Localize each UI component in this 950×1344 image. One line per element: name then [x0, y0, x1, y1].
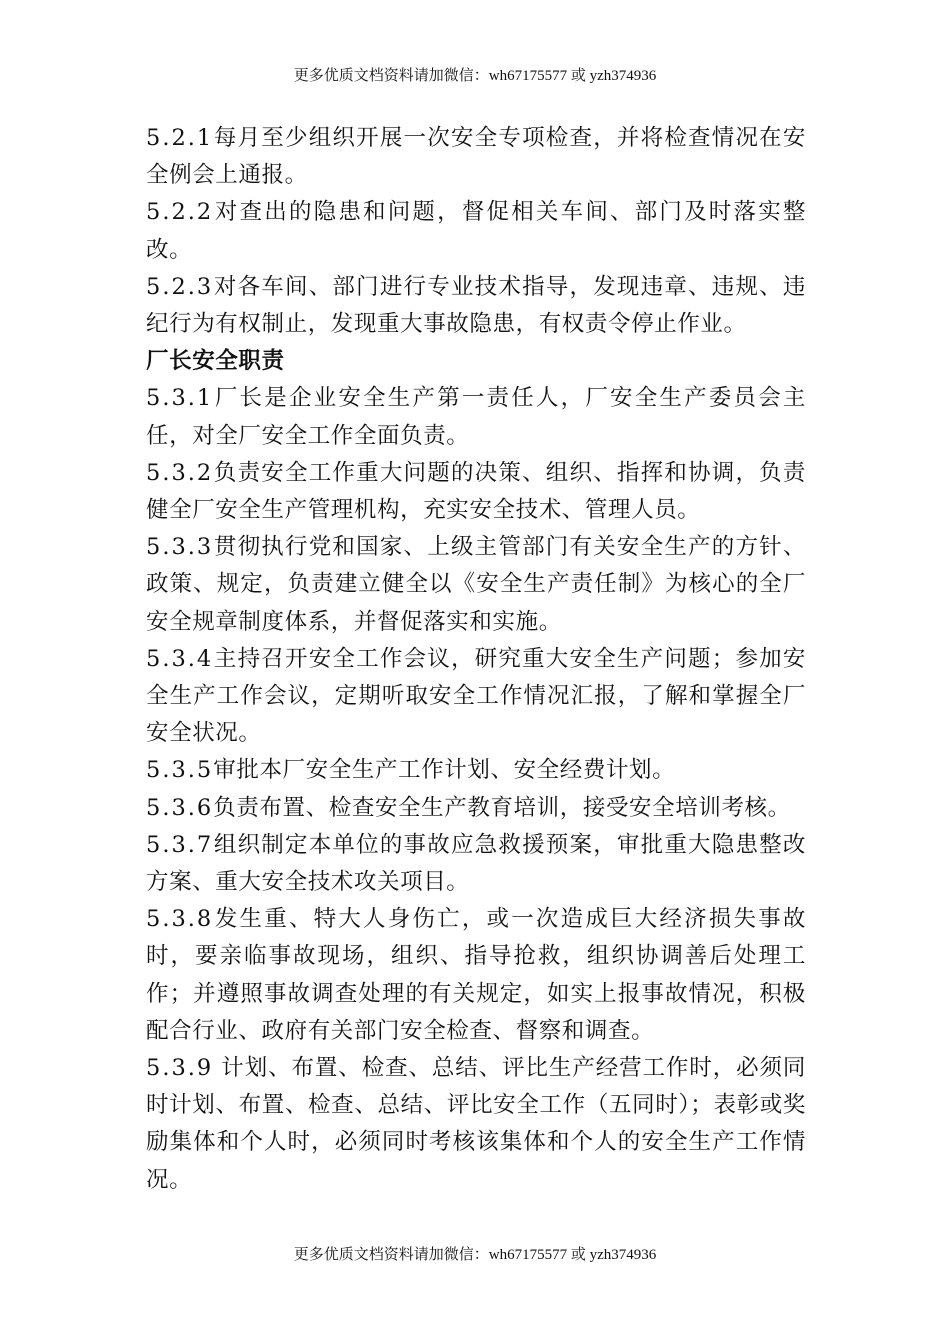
clause-text: 每月至少组织开展一次安全专项检查，并将检查情况在安全例会上通报。	[146, 125, 806, 189]
clause-5-3-3	[146, 529, 806, 641]
clause-text: 对各车间、部门进行专业技术指导，发现违章、违规、违纪行为有权制止，发现重大事故隐患，有权责令停止作业。	[146, 273, 806, 338]
clause-number: 5.3.3	[146, 534, 214, 561]
clause-number: 5.3.8	[146, 906, 214, 933]
clause-text: 贯彻执行党和国家、上级主管部门有关安全生产的方针、政策、规定，负责建立健全以《安全生产责任制》为核心的全厂安全规章制度体系，并督促落实和实施。	[146, 534, 806, 635]
clause-text: 负责安全工作重大问题的决策、组织、指挥和协调，负责健全厂安全生产管理机构，充实安全技术、管理人员。	[146, 459, 806, 524]
clause-number: 5.2.2	[146, 199, 214, 226]
document-body	[146, 120, 806, 1199]
clause-5-3-1	[146, 380, 806, 454]
clause-number: 5.3.4	[146, 645, 214, 672]
clause-text: 审批本厂安全生产工作计划、安全经费计划。	[213, 757, 676, 784]
clause-5-3-7	[146, 827, 806, 901]
clause-5-3-5	[146, 752, 806, 789]
clause-5-3-4	[146, 641, 806, 753]
page-header: 更多优质文档资料请加微信：wh67175577 或 yzh374936	[293, 68, 657, 84]
clause-number: 5.3.5	[146, 757, 214, 784]
clause-number: 5.2.1	[146, 125, 214, 151]
clause-text: 计划、布置、检查、总结、评比生产经营工作时，必须同时计划、布置、检查、总结、评比安全工作（五同时）；表彰或奖励集体和个人时，必须同时考核该集体和个人的安全生产工作情况。	[146, 1055, 806, 1193]
page-footer: 更多优质文档资料请加微信：wh67175577 或 yzh374936	[293, 1247, 657, 1263]
clause-number: 5.3.2	[146, 459, 214, 486]
clause-text: 发生重、特大人身伤亡，或一次造成巨大经济损失事故时，要亲临事故现场，组织、指导抢救，组织协调善后处理工作；并遵照事故调查处理的有关规定，如实上报事故情况，积极配合行业、政府有关部门安全检查、督察和调查。	[146, 906, 806, 1044]
clause-text: 对查出的隐患和问题，督促相关车间、部门及时落实整改。	[146, 199, 806, 263]
clause-5-2-2	[146, 194, 806, 268]
clause-text: 厂长是企业安全生产第一责任人，厂安全生产委员会主任，对全厂安全工作全面负责。	[146, 385, 806, 449]
clause-5-3-2	[146, 455, 806, 529]
clause-text: 主持召开安全工作会议，研究重大安全生产问题；参加安全生产工作会议，定期听取安全工作情况汇报，了解和掌握全厂安全状况。	[146, 645, 806, 747]
section-heading: 厂长安全职责	[146, 348, 285, 375]
clause-5-3-8	[146, 901, 806, 1050]
clause-number: 5.2.3	[146, 273, 214, 300]
clause-number: 5.3.7	[146, 831, 214, 858]
clause-text: 负责布置、检查安全生产教育培训，接受安全培训考核。	[213, 794, 791, 821]
clause-5-3-6	[146, 790, 806, 827]
clause-text: 组织制定本单位的事故应急救援预案，审批重大隐患整改方案、重大安全技术攻关项目。	[146, 831, 806, 896]
clause-number: 5.3.1	[146, 385, 214, 412]
clause-5-3-9	[146, 1050, 806, 1199]
clause-number: 5.3.6	[146, 794, 214, 821]
clause-5-2-1	[146, 120, 806, 194]
clause-number: 5.3.9	[146, 1055, 214, 1082]
clause-5-2-3	[146, 269, 806, 343]
